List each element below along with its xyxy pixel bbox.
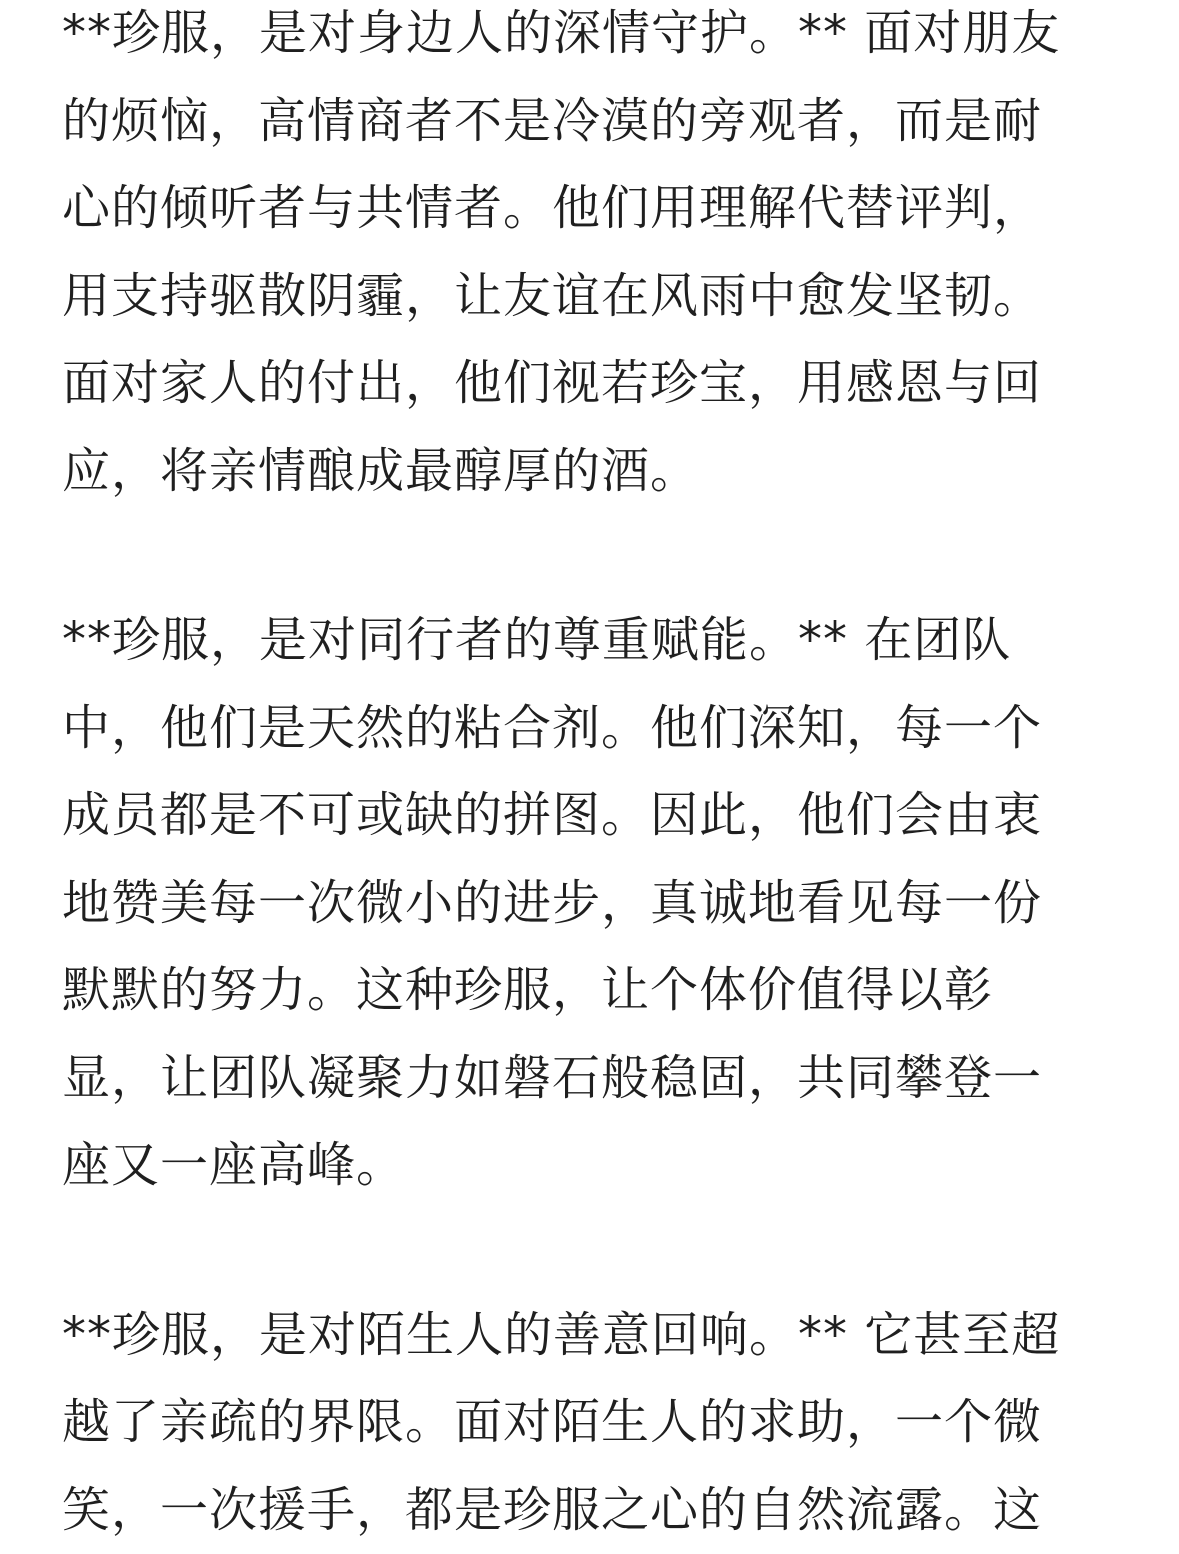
text-line: **珍服，是对同行者的尊重赋能。** 在团队 xyxy=(62,597,1120,685)
paragraph-gap xyxy=(62,1210,1120,1292)
text-line: 座又一座高峰。 xyxy=(62,1122,1120,1210)
paragraph-gap xyxy=(62,515,1120,597)
paragraph-strangers xyxy=(62,1292,1120,1554)
text-line: 成员都是不可或缺的拼图。因此，他们会由衷 xyxy=(62,772,1120,860)
text-line: 应，将亲情酿成最醇厚的酒。 xyxy=(62,428,1120,516)
text-line: **珍服，是对身边人的深情守护。** 面对朋友 xyxy=(62,0,1120,78)
paragraph-team xyxy=(62,597,1120,1210)
text-line: 心的倾听者与共情者。他们用理解代替评判， xyxy=(62,165,1120,253)
text-line: 用支持驱散阴霾，让友谊在风雨中愈发坚韧。 xyxy=(62,253,1120,341)
text-line: 显，让团队凝聚力如磐石般稳固，共同攀登一 xyxy=(62,1035,1120,1123)
text-line: 越了亲疏的界限。面对陌生人的求助，一个微 xyxy=(62,1379,1120,1467)
text-line: 地赞美每一次微小的进步，真诚地看见每一份 xyxy=(62,860,1120,948)
text-line: 笑，一次援手，都是珍服之心的自然流露。这 xyxy=(62,1467,1120,1554)
text-line: **珍服，是对陌生人的善意回响。** 它甚至超 xyxy=(62,1292,1120,1380)
article-body xyxy=(62,0,1120,1554)
paragraph-family-friends xyxy=(62,0,1120,515)
text-line: 中，他们是天然的粘合剂。他们深知，每一个 xyxy=(62,685,1120,773)
text-line: 的烦恼，高情商者不是冷漠的旁观者，而是耐 xyxy=(62,78,1120,166)
text-line: 默默的努力。这种珍服，让个体价值得以彰 xyxy=(62,947,1120,1035)
text-line: 面对家人的付出，他们视若珍宝，用感恩与回 xyxy=(62,340,1120,428)
